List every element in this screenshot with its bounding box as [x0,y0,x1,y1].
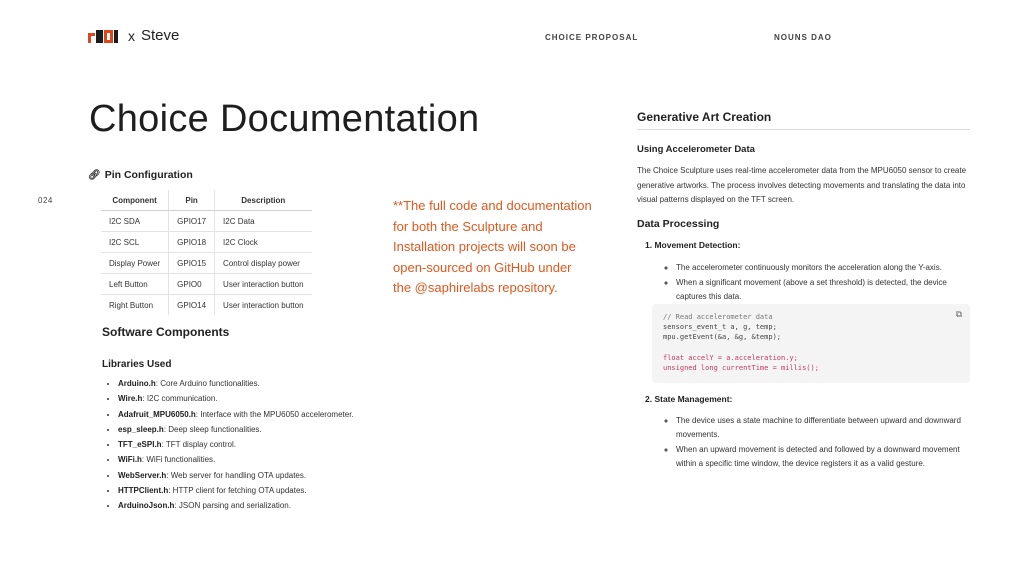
accelerometer-heading: Using Accelerometer Data [637,144,755,155]
copy-icon[interactable]: ⧉ [955,309,962,319]
pin-config-label: Pin Configuration [104,169,193,181]
library-desc: : Interface with the MPU6050 accelerometer. [195,409,354,419]
code-line: mpu.getEvent(&a, &g, &temp); [663,333,782,342]
link-icon: 🔗︎ [88,169,101,181]
proposal-label: CHOICE PROPOSAL [545,33,639,42]
list-item [118,468,354,483]
library-name: WiFi.h [118,455,142,465]
list-item [118,407,354,422]
library-name: Adafruit_MPU6050.h [118,409,196,419]
library-desc: : Deep sleep functionalities. [163,424,262,434]
library-name: ArduinoJson.h [118,501,175,511]
library-desc: : HTTP client for fetching OTA updates. [168,486,307,496]
table-cell: GPIO18 [169,232,215,253]
open-source-callout: **The full code and documentation for both the Sculpture and Installation projects will soon be open-sourced on GitHub under the @saphirelabs repository. [393,198,592,295]
movement-bullets [664,261,966,305]
list-item [118,376,354,391]
library-name: Wire.h [118,394,143,404]
table-cell: I2C SCL [101,232,169,253]
table-row [101,232,312,253]
library-desc: : JSON parsing and serialization. [174,501,291,511]
library-name: Arduino.h [118,379,156,388]
column-header: Pin [169,190,215,211]
library-name: HTTPClient.h [118,486,169,496]
library-name: TFT_eSPI.h [118,440,162,450]
brand-logo [88,27,179,44]
library-desc: : I2C communication. [142,394,218,404]
table-cell: Right Button [109,300,154,310]
table-row [101,211,312,232]
table-row [101,295,312,316]
rook-logo-icon [88,29,118,43]
intro-paragraph: The Choice Sculpture uses real-time accelerometer data from the MPU6050 sensor to create generative artworks. The process involves detecting movements and translating the data into visual patterns displayed on the TFT screen. [637,166,967,204]
libraries-heading: Libraries Used [102,359,172,370]
code-comment: // Read accelerometer data [663,313,773,321]
library-name: esp_sleep.h [118,424,164,434]
table-cell: GPIO17 [169,211,215,232]
list-item: ◦ When a significant movement (above a set threshold) is detected, the device captures this data. [676,276,966,304]
table-header-row [101,190,312,211]
brand-name: Steve [141,27,180,44]
pin-config-table [101,190,312,315]
list-item: ◦ When an upward movement is detected and followed by a downward movement within a specific time window, the device registers it as a valid gesture. [676,443,966,471]
data-processing-heading: Data Processing [637,218,720,230]
library-desc: : TFT display control. [161,440,236,450]
table-row [101,274,312,295]
dao-label: NOUNS DAO [774,33,832,42]
library-desc: : Core Arduino functionalities. [155,379,260,388]
software-components-heading: Software Components [102,325,230,339]
table-cell: I2C Data [215,211,312,232]
list-item [118,452,354,467]
brand-separator: x [128,27,135,44]
table-cell: Left Button [101,274,169,295]
table-cell: Display Power [101,253,169,274]
column-header: Component [101,190,169,211]
state-bullets [664,414,966,472]
page-number: 024 [38,196,53,205]
table-cell: Control display power [215,253,312,274]
list-item [118,437,354,452]
code-content [663,312,819,373]
table-cell: User interaction button [223,300,304,310]
list-item: ◦ The accelerometer continuously monitors the acceleration along the Y-axis. [676,261,966,275]
page-title: Choice Documentation [89,98,480,140]
code-line: float accelY = a.acceleration.y; [663,353,798,362]
table-cell: I2C Clock [215,232,312,253]
library-name: WebServer.h [118,470,167,480]
code-block [652,304,970,383]
state-management-heading: 2. State Management: [645,394,733,404]
list-item [118,483,354,498]
table-cell: I2C SDA [101,211,169,232]
library-desc: : Web server for handling OTA updates. [166,470,307,480]
list-item [118,391,354,406]
section-divider [637,129,970,130]
pin-config-heading [88,169,193,181]
list-item: ◦ The device uses a state machine to differentiate between upward and downward movements. [676,414,966,442]
table-cell: User interaction button [215,274,312,295]
generative-art-heading: Generative Art Creation [637,110,772,124]
table-cell: GPIO14 [169,295,215,316]
library-desc: : WiFi functionalities. [141,455,216,465]
list-item [118,422,354,437]
table-cell: GPIO0 [169,274,215,295]
code-line: sensors_event_t a, g, temp; [663,323,777,332]
libraries-list [106,376,354,514]
column-header: Description [215,190,312,211]
list-item [118,498,354,513]
movement-detection-heading: 1. Movement Detection: [645,240,741,250]
table-cell: GPIO15 [169,253,215,274]
table-row [101,253,312,274]
code-line: unsigned long currentTime = millis(); [663,363,819,372]
